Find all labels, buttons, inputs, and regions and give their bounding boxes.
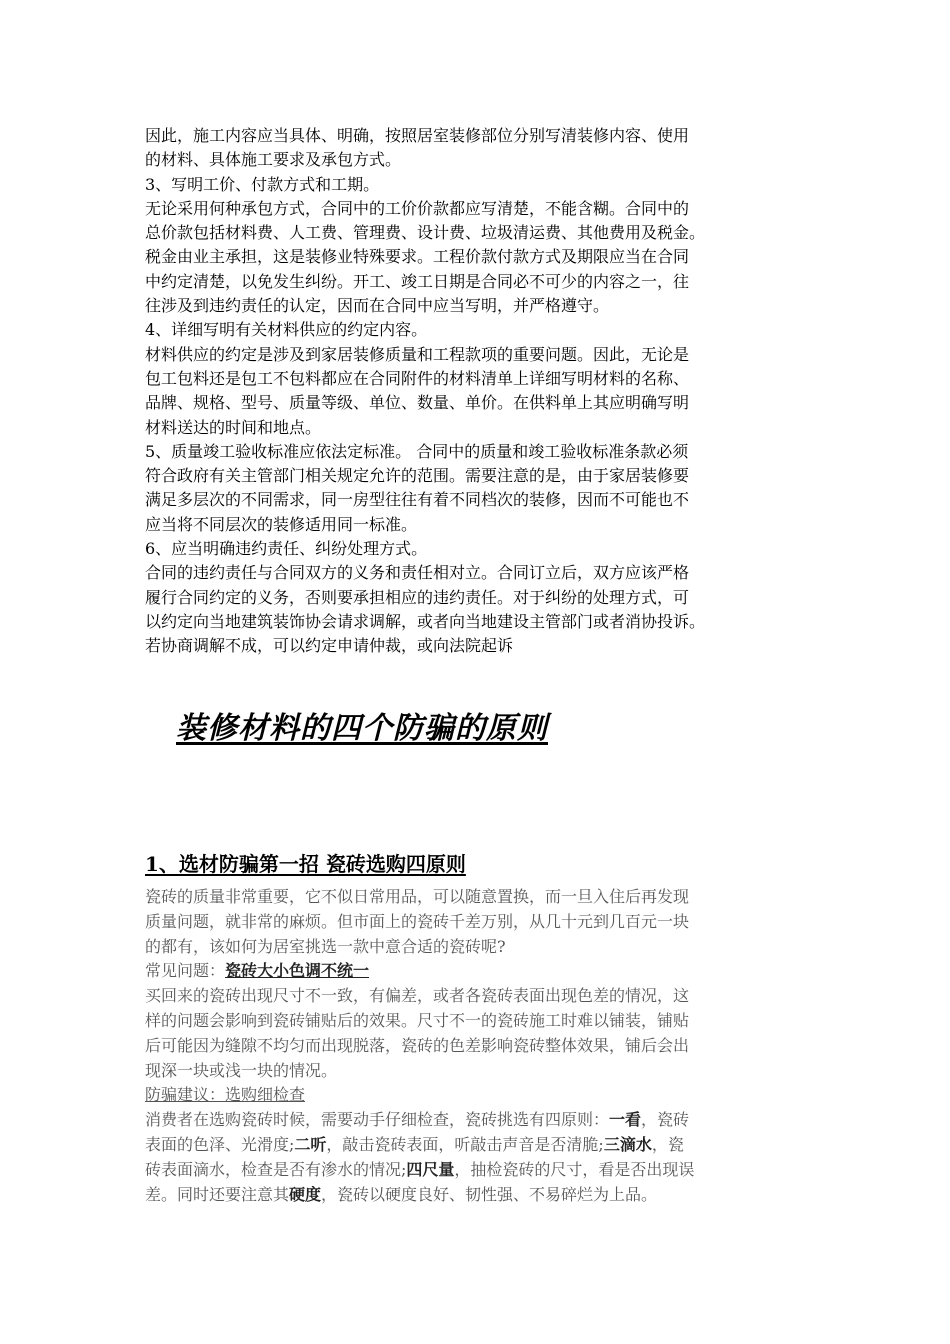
advice-line	[145, 1108, 810, 1133]
intro-line: 质量问题，就非常的麻烦。但市面上的瓷砖千差万别，从几十元到几百元一块	[145, 911, 690, 931]
problem-title: 瓷砖大小色调不统一	[225, 961, 370, 981]
text-line: 往涉及到违约责任的认定，因而在合同中应当写明，并严格遵守。	[145, 296, 610, 316]
advice-key: 一看	[609, 1110, 642, 1130]
section-heading: 1、选材防骗第一招 瓷砖选购四原则	[145, 852, 466, 876]
advice-text: ，瓷	[651, 1134, 684, 1154]
text-line: 5、质量竣工验收标准应依法定标准。 合同中的质量和竣工验收标准条款必须	[145, 441, 689, 461]
text-line: 合同的违约责任与合同双方的义务和责任相对立。合同订立后，双方应该严格	[145, 563, 690, 583]
text-line: 材料供应的约定是涉及到家居装修质量和工程款项的重要问题。因此，无论是	[145, 344, 690, 364]
advice-line	[145, 1158, 810, 1183]
text-line: 税金由业主承担，这是装修业特殊要求。工程价款付款方式及期限应当在合同	[145, 247, 690, 267]
text-line: 履行合同约定的义务，否则要承担相应的违约责任。对于纠纷的处理方式，可	[145, 587, 690, 607]
advice-text: 消费者在选购瓷砖时候，需要动手仔细检查，瓷砖挑选有四原则：	[145, 1110, 610, 1130]
intro-line: 瓷砖的质量非常重要，它不似日常用品，可以随意置换，而一旦入住后再发现	[145, 887, 690, 906]
advice-label: 防骗建议：选购细检查	[145, 1085, 306, 1105]
advice-text: 砖表面滴水，检查是否有渗水的情况;	[145, 1159, 407, 1179]
advice-key: 三滴水	[603, 1134, 652, 1154]
advice-text: 差。同时还要注意其	[145, 1184, 290, 1204]
text-line: 包工包料还是包工不包料都应在合同附件的材料清单上详细写明材料的名称、	[145, 368, 690, 388]
advice-line	[145, 1133, 810, 1158]
text-line: 品牌、规格、型号、质量等级、单位、数量、单价。在供料单上其应明确写明	[145, 393, 690, 413]
advice-text: ，瓷砖	[641, 1110, 690, 1130]
text-line: 若协商调解不成，可以约定申请仲裁，或向法院起诉	[145, 636, 514, 656]
advice-text: ，瓷砖以硬度良好、韧性强、不易碎烂为上品。	[321, 1184, 658, 1204]
advice-text: ，抽检瓷砖的尺寸，看是否出现误	[454, 1159, 695, 1179]
contract-notes-text	[145, 124, 810, 659]
advice-key: 四尺量	[406, 1159, 455, 1179]
article-title: 装修材料的四个防骗的原则	[176, 711, 548, 746]
tile-advice-text	[145, 885, 810, 1207]
text-line: 因此，施工内容应当具体、明确，按照居室装修部位分别写清装修内容、使用	[145, 126, 690, 145]
text-line: 符合政府有关主管部门相关规定允许的范围。需要注意的是，由于家居装修要	[145, 466, 690, 486]
intro-line: 的都有，该如何为居室挑选一款中意合适的瓷砖呢?	[145, 936, 506, 956]
text-line: 满足多层次的不同需求，同一房型往往有着不同档次的装修，因而不可能也不	[145, 490, 690, 510]
problem-desc-line: 后可能因为缝隙不均匀而出现脱落，瓷砖的色差影响瓷砖整体效果，铺后会出	[145, 1035, 690, 1055]
advice-text: ，敲击瓷砖表面，听敲击声音是否清脆;	[326, 1134, 604, 1154]
text-line: 的材料、具体施工要求及承包方式。	[145, 150, 402, 170]
text-line: 应当将不同层次的装修适用同一标准。	[145, 514, 418, 534]
problem-label: 常见问题：	[145, 961, 226, 981]
text-line: 以约定向当地建筑装饰协会请求调解，或者向当地建设主管部门或者消协投诉。	[145, 611, 706, 631]
text-line: 无论采用何种承包方式，合同中的工价价款都应写清楚，不能含糊。合同中的	[145, 198, 690, 218]
text-line: 材料送达的时间和地点。	[145, 417, 322, 437]
advice-key: 硬度	[289, 1184, 322, 1204]
advice-text: 表面的色泽、光滑度;	[145, 1134, 295, 1154]
problem-desc-line: 现深一块或浅一块的情况。	[145, 1060, 338, 1080]
problem-desc-line: 买回来的瓷砖出现尺寸不一致，有偏差，或者各瓷砖表面出现色差的情况，这	[145, 986, 690, 1006]
text-line: 4、详细写明有关材料供应的约定内容。	[145, 320, 428, 340]
text-line: 中约定清楚，以免发生纠纷。开工、竣工日期是合同必不可少的内容之一，往	[145, 271, 690, 291]
problem-desc-line: 样的问题会影响到瓷砖铺贴后的效果。尺寸不一的瓷砖施工时难以铺装，铺贴	[145, 1010, 690, 1030]
problem-line	[145, 959, 810, 984]
text-line: 总价款包括材料费、人工费、管理费、设计费、垃圾清运费、其他费用及税金。	[145, 223, 706, 243]
text-line: 6、应当明确违约责任、纠纷处理方式。	[145, 539, 428, 559]
advice-line	[145, 1183, 810, 1208]
text-line: 3、写明工价、付款方式和工期。	[145, 174, 380, 194]
advice-key: 二听	[294, 1134, 327, 1154]
